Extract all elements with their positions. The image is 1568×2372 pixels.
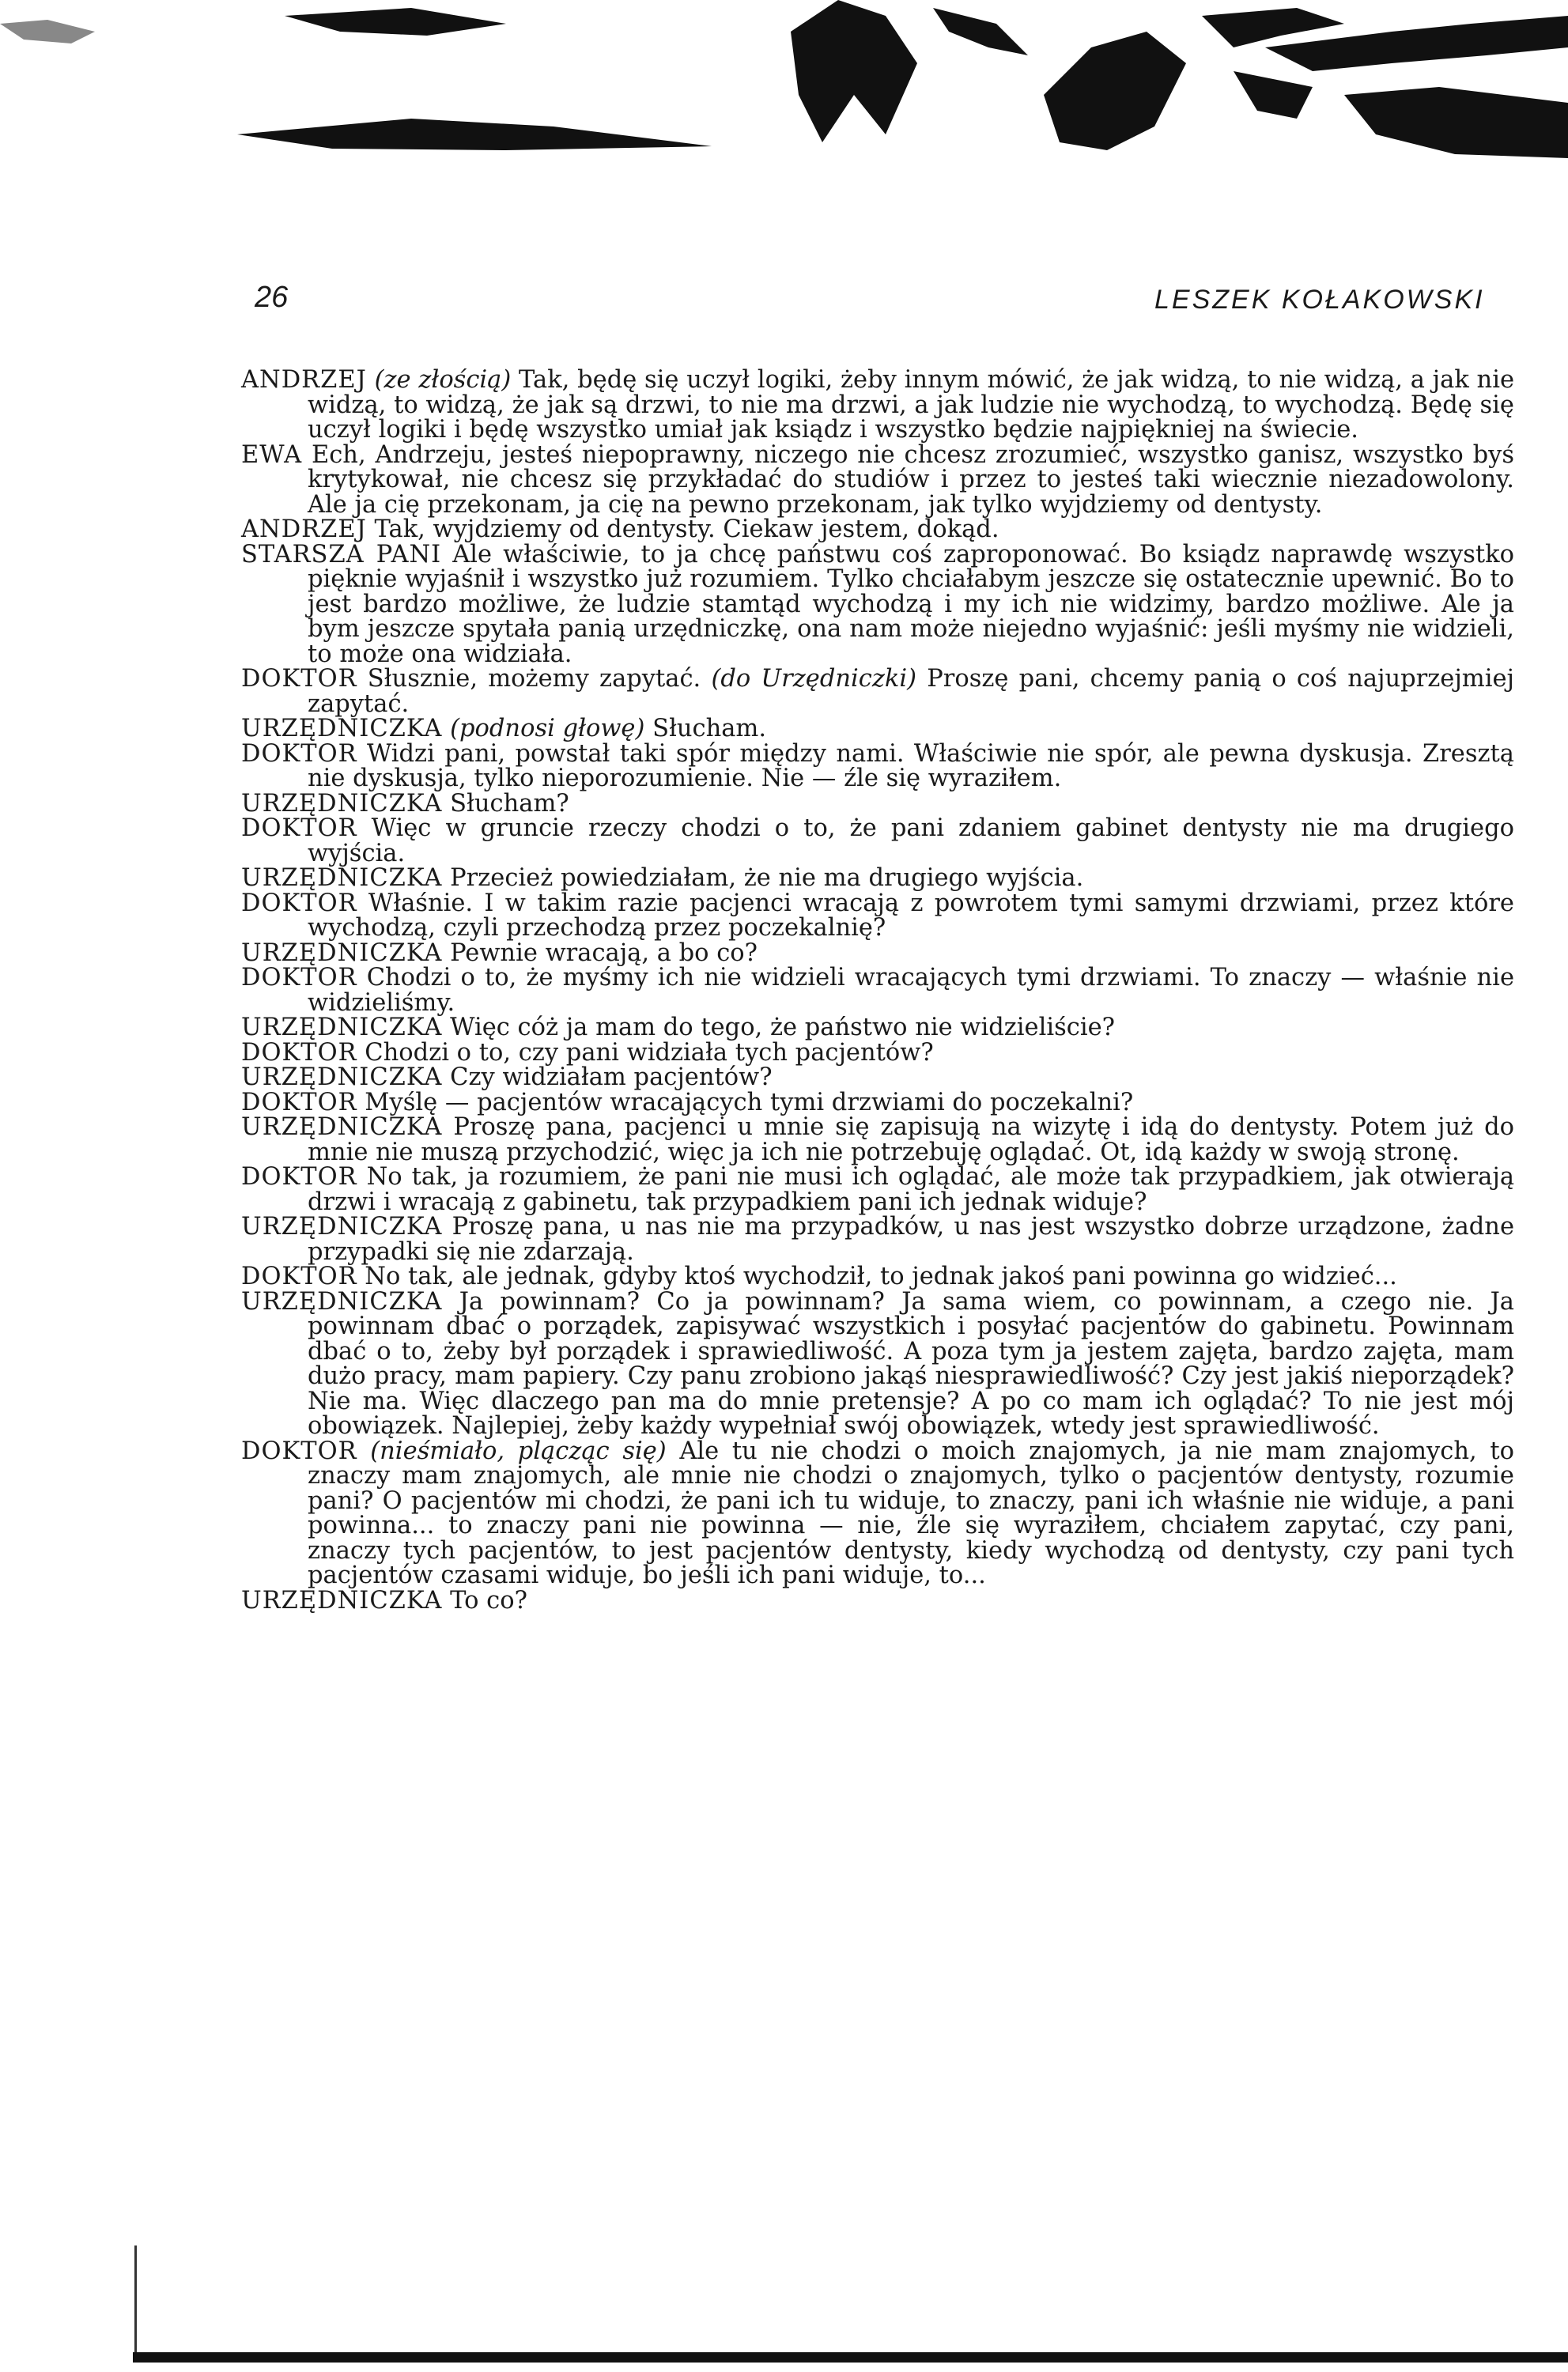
speech-text: Chodzi o to, czy pani widziała tych pacjentów? bbox=[365, 1038, 934, 1067]
stage-direction: (ze złością) bbox=[374, 366, 512, 394]
speech-text: Ale właściwie, to ja chcę państwu coś zaproponować. Bo ksiądz naprawdę wszystko pięknie wyjaśnił i wszystko już rozumiem. Tylko chciałabym jeszcze się ostatecznie upewnić. Bo to jest bardzo możliwe, że ludzie stamtąd wychodzą i my ich nie widzimy, bardzo możliwe. Ale ja bym jeszcze spytała panią urzędniczkę, ona nam może niejedno wyjaśnić: jeśli myśmy nie widzieli, to może ona widziała. bbox=[308, 540, 1514, 668]
speech-text: Myślę — pacjentów wracających tymi drzwiami do poczekalni? bbox=[365, 1088, 1134, 1116]
speech bbox=[241, 739, 1514, 792]
speech-text: Czy widziałam pacjentów? bbox=[450, 1063, 773, 1091]
speaker-name: DOKTOR bbox=[241, 739, 357, 768]
speaker-name: URZĘDNICZKA bbox=[241, 1287, 443, 1316]
header-ink-illustration bbox=[0, 0, 1568, 158]
speech bbox=[241, 716, 1514, 742]
speech-text: No tak, ja rozumiem, że pani nie musi ich oglądać, ale może tak przypadkiem, jak otwierają drzwi i wracają z gabinetu, tak przypadkiem pani ich jednak widuje? bbox=[308, 1163, 1515, 1216]
speech-text: Tak, wyjdziemy od dentysty. Ciekaw jestem, dokąd. bbox=[374, 516, 999, 543]
speech-text: Słusznie, możemy zapytać. bbox=[367, 665, 701, 693]
stage-direction: (nieśmiało, plącząc się) bbox=[370, 1437, 667, 1465]
speech bbox=[241, 891, 1514, 941]
bottom-border-bar bbox=[133, 2352, 1568, 2363]
speech-text: Słucham. bbox=[652, 715, 767, 742]
speech bbox=[241, 1214, 1514, 1264]
speech bbox=[241, 816, 1514, 866]
speaker-name: DOKTOR bbox=[241, 1038, 357, 1067]
speech bbox=[241, 791, 1514, 817]
speaker-name: DOKTOR bbox=[241, 1163, 357, 1191]
speech bbox=[241, 1165, 1514, 1214]
speech bbox=[241, 440, 1514, 519]
speech-text: Ech, Andrzeju, jesteś niepoprawny, niczego nie chcesz zrozumieć, wszystko ganisz, wszystko byś krytykował, nie chcesz się przykładać do studiów i przez to jesteś taki wiecznie niezadowolony. Ale ja cię przekonam, ja cię na pewno przekonam, jak tylko wyjdziemy od dentysty. bbox=[308, 440, 1514, 519]
speech bbox=[241, 542, 1514, 667]
speaker-name: ANDRZEJ bbox=[241, 516, 367, 543]
speaker-name: DOKTOR bbox=[241, 814, 357, 842]
speaker-name: DOKTOR bbox=[241, 1437, 357, 1465]
speech-text: Tak, będę się uczył logiki, żeby innym mówić, że jak widzą, to nie widzą, a jak nie widzą, to widzą, że jak są drzwi, to nie ma drzwi, a jak ludzie nie wychodzą, to wychodzą. Będę się uczył logiki i będę wszystko umiał jak ksiądz i wszystko będzie najpiękniej na świecie. bbox=[308, 366, 1514, 444]
speech-text: Pewnie wracają, a bo co? bbox=[450, 939, 758, 967]
speech bbox=[241, 1115, 1514, 1165]
speech-text: Proszę pani, chcemy panią o coś najuprzejmiej zapytać. bbox=[308, 665, 1514, 718]
speaker-name: URZĘDNICZKA bbox=[241, 939, 443, 967]
speech bbox=[241, 517, 1514, 542]
speech-text: Właśnie. I w takim razie pacjenci wracają z powrotem tymi samymi drzwiami, przez które wychodzą, czyli przechodzą przez poczekalnię? bbox=[308, 889, 1514, 942]
speech-text: Przecież powiedziałam, że nie ma drugiego wyjścia. bbox=[450, 864, 1084, 892]
stage-direction: (do Urzędniczki) bbox=[711, 665, 917, 693]
speech bbox=[241, 866, 1514, 891]
speaker-name: ANDRZEJ bbox=[241, 366, 367, 394]
speech bbox=[241, 941, 1514, 966]
speaker-name: DOKTOR bbox=[241, 964, 357, 991]
speech bbox=[241, 667, 1514, 716]
speech-text: Chodzi o to, że myśmy ich nie widzieli wracających tymi drzwiami. To znaczy — właśnie nie widzieliśmy. bbox=[308, 964, 1514, 1017]
speaker-name: URZĘDNICZKA bbox=[241, 1213, 443, 1241]
speech-text: Proszę pana, pacjenci u mnie się zapisują na wizytę i idą do dentysty. Potem już do mnie nie muszą przychodzić, więc ja ich nie potrzebuję oglądać. Ot, idą każdy w swoją stronę. bbox=[308, 1113, 1514, 1166]
speaker-name: URZĘDNICZKA bbox=[241, 715, 443, 742]
speech bbox=[241, 1588, 1514, 1614]
speaker-name: URZĘDNICZKA bbox=[241, 1014, 443, 1041]
speech-text: Więc w gruncie rzeczy chodzi o to, że pani zdaniem gabinet dentysty nie ma drugiego wyjścia. bbox=[308, 814, 1514, 867]
speech-text: Widzi pani, powstał taki spór między nami. Właściwie nie spór, ale pewna dyskusja. Zresztą nie dyskusja, tylko nieporozumienie. Nie — źle się wyraziłem. bbox=[308, 739, 1514, 792]
speech bbox=[241, 1015, 1514, 1041]
speaker-name: DOKTOR bbox=[241, 665, 357, 693]
speaker-name: EWA bbox=[241, 440, 303, 469]
speech bbox=[241, 965, 1514, 1015]
speech-text: Ale tu nie chodzi o moich znajomych, ja nie mam znajomych, to znaczy mam znajomych, ale mnie nie chodzi o znajomych, tylko o pacjentów dentysty, rozumie pani? O pacjentów mi chodzi, że pani ich tu widuje, to znaczy, pani ich właśnie nie widuje, a pani powinna... to znaczy pani nie powinna — nie, źle się wyraziłem, chciałem zapytać, czy pani, znaczy tych pacjentów, to jest pacjentów dentysty, kiedy wychodzą od dentysty, czy pani tych pacjentów czasami widuje, bo jeśli ich pani widuje, to... bbox=[308, 1437, 1515, 1589]
stage-direction: (podnosi głowę) bbox=[450, 715, 645, 742]
speech bbox=[241, 1439, 1514, 1588]
speaker-name: URZĘDNICZKA bbox=[241, 789, 443, 818]
speaker-name: DOKTOR bbox=[241, 1263, 357, 1290]
speaker-name: DOKTOR bbox=[241, 889, 357, 917]
speech-text: Proszę pana, u nas nie ma przypadków, u nas jest wszystko dobrze urządzone, żadne przypadki się nie zdarzają. bbox=[308, 1213, 1515, 1266]
speech-text: Słucham? bbox=[450, 789, 569, 818]
speaker-name: URZĘDNICZKA bbox=[241, 864, 443, 892]
speaker-name: DOKTOR bbox=[241, 1088, 357, 1116]
speech-text: Ja powinnam? Co ja powinnam? Ja sama wiem, co powinnam, a czego nie. Ja powinnam dbać o porządek, zapisywać wszystkich i posyłać pacjentów do gabinetu. Powinnam dbać o to, żeby był porządek i sprawiedliwość. A poza tym ja jestem zajęta, bardzo zajęta, mam dużo pracy, mam papiery. Czy panu zrobiono jakąś niesprawiedliwość? Czy jest jakiś nieporządek? Nie ma. Więc dlaczego pan ma do mnie pretensje? A po co mam ich oglądać? To nie jest mój obowiązek. Najlepiej, żeby każdy wypełniał swój obowiązek, wtedy jest sprawiedliwość. bbox=[308, 1287, 1514, 1440]
speech bbox=[241, 1090, 1514, 1116]
speech-text: No tak, ale jednak, gdyby ktoś wychodził, to jednak jakoś pani powinna go widzieć... bbox=[365, 1263, 1397, 1290]
left-margin-rule bbox=[134, 2245, 137, 2355]
running-head: LESZEK KOŁAKOWSKI bbox=[1154, 285, 1485, 315]
speaker-name: URZĘDNICZKA bbox=[241, 1586, 443, 1615]
speech-text: Więc cóż ja mam do tego, że państwo nie widzieliście? bbox=[450, 1014, 1115, 1041]
speech bbox=[241, 1065, 1514, 1090]
page-number: 26 bbox=[255, 281, 289, 314]
dialogue-body bbox=[241, 368, 1514, 1613]
speech bbox=[241, 1264, 1514, 1290]
speech bbox=[241, 1038, 1514, 1067]
speech-text: To co? bbox=[450, 1586, 527, 1615]
speaker-name: STARSZA PANI bbox=[241, 540, 442, 568]
speech bbox=[241, 368, 1514, 443]
speech bbox=[241, 1287, 1514, 1440]
speaker-name: URZĘDNICZKA bbox=[241, 1113, 443, 1141]
speaker-name: URZĘDNICZKA bbox=[241, 1063, 443, 1091]
